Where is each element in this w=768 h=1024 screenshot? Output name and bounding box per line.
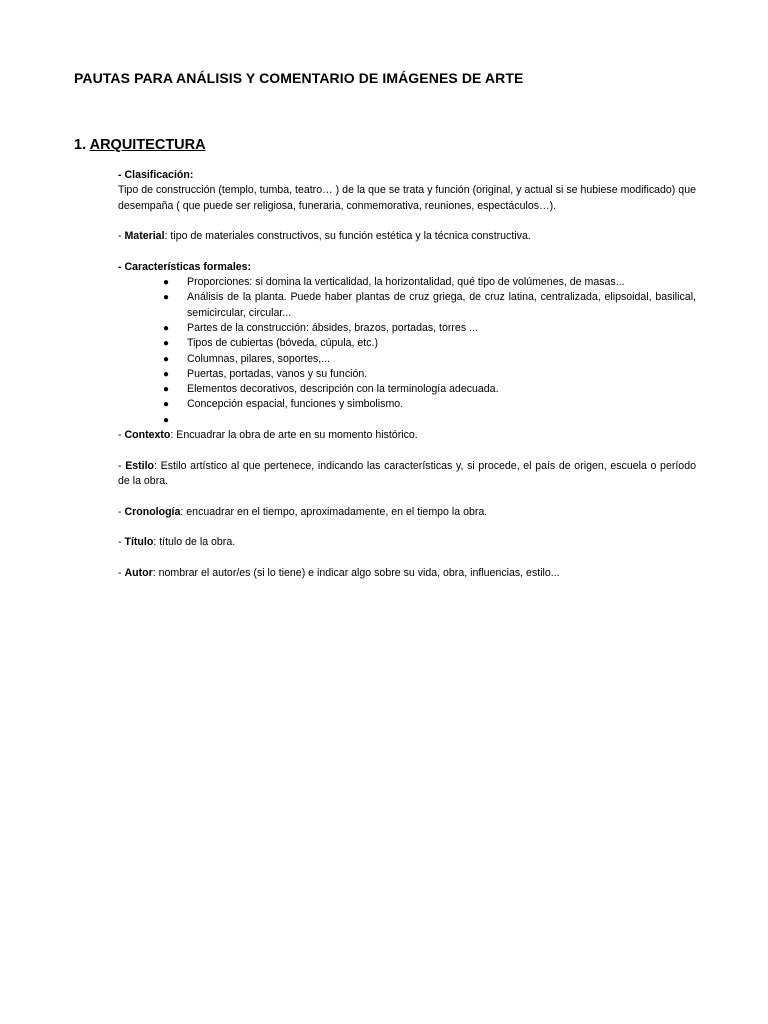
section-title: ARQUITECTURA bbox=[89, 137, 206, 153]
list-item: ● Partes de la construcción: ábsides, brazos, portadas, torres ... bbox=[118, 321, 696, 336]
contexto-paragraph: - Contexto: Encuadrar la obra de arte en su momento histórico. bbox=[118, 429, 418, 442]
titulo-text: : título de la obra. bbox=[153, 536, 236, 549]
bullet-icon: ● bbox=[163, 384, 170, 396]
titulo-label: Título bbox=[124, 536, 154, 549]
caracteristicas-label: - Características formales: bbox=[118, 260, 252, 273]
list-item: ● Puertas, portadas, vanos y su función. bbox=[118, 367, 696, 382]
material-paragraph: - Material: tipo de materiales constructivos, su función estética y la técnica constructiva. bbox=[118, 230, 531, 243]
cronologia-label: Cronología bbox=[124, 505, 181, 518]
caracteristicas-list bbox=[118, 275, 696, 428]
list-item: ● Elementos decorativos, descripción con la terminología adecuada. bbox=[118, 382, 696, 397]
bullet-icon: ● bbox=[163, 353, 170, 365]
contexto-text: : Encuadrar la obra de arte en su momento histórico. bbox=[170, 429, 418, 442]
cronologia-paragraph: - Cronología: encuadrar en el tiempo, aproximadamente, en el tiempo la obra. bbox=[118, 505, 488, 518]
contexto-label: Contexto bbox=[124, 429, 171, 442]
list-item: ● Análisis de la planta. Puede haber plantas de cruz griega, de cruz latina, centralizada, elipsoidal, basilical, semicircular, circular... bbox=[163, 291, 696, 319]
list-item: ● Concepción espacial, funciones y simbolismo. bbox=[118, 397, 696, 412]
cronologia-text: : encuadrar en el tiempo, aproximadamente, en el tiempo la obra. bbox=[180, 505, 488, 518]
list-item: ● Columnas, pilares, soportes,... bbox=[118, 352, 696, 367]
clasificacion-text: Tipo de construcción (templo, tumba, teatro… ) de la que se trata y función (original, y actual si se hubiese modificado) que desempaña ( que puede ser religiosa, funeraria, conmemorativa, reuniones, espectáculos…). bbox=[118, 184, 696, 212]
material-text: : tipo de materiales constructivos, su función estética y la técnica constructiva. bbox=[164, 230, 531, 243]
estilo-paragraph: - Estilo: Estilo artístico al que pertenece, indicando las características y, si procede, el país de origen, escuela o período de la obra. bbox=[118, 459, 696, 487]
section-body bbox=[118, 168, 696, 581]
bullet-icon: ● bbox=[163, 322, 170, 334]
bullet-icon: ● bbox=[163, 414, 170, 426]
bullet-icon: ● bbox=[163, 368, 170, 380]
document-title: PAUTAS PARA ANÁLISIS Y COMENTARIO DE IMÁGENES DE ARTE bbox=[74, 70, 524, 86]
bullet-icon: ● bbox=[163, 277, 170, 289]
section-heading bbox=[74, 137, 206, 153]
list-item bbox=[118, 413, 696, 428]
bullet-icon: ● bbox=[163, 399, 170, 411]
clasificacion-label: - Clasificación: bbox=[118, 169, 194, 181]
titulo-paragraph: - Título: título de la obra. bbox=[118, 536, 236, 549]
list-item: ● Tipos de cubiertas (bóveda, cúpula, etc.) bbox=[118, 336, 696, 351]
bullet-icon: ● bbox=[163, 292, 170, 304]
autor-paragraph: - Autor: nombrar el autor/es (si lo tiene) e indicar algo sobre su vida, obra, influencias, estilo... bbox=[118, 566, 560, 579]
autor-text: : nombrar el autor/es (si lo tiene) e indicar algo sobre su vida, obra, influencias, estilo... bbox=[152, 566, 560, 579]
list-item: ● Proporciones: si domina la verticalidad, la horizontalidad, qué tipo de volúmenes, de masas... bbox=[118, 275, 696, 290]
autor-label: Autor bbox=[124, 566, 153, 579]
estilo-text: : Estilo artístico al que pertenece, indicando las características y, si procede, el país de origen, escuela o período de la obra. bbox=[118, 459, 696, 487]
bullet-icon: ● bbox=[163, 338, 170, 350]
estilo-label: Estilo bbox=[125, 459, 155, 472]
material-label: Material bbox=[124, 230, 165, 243]
section-number: 1. bbox=[74, 137, 90, 153]
